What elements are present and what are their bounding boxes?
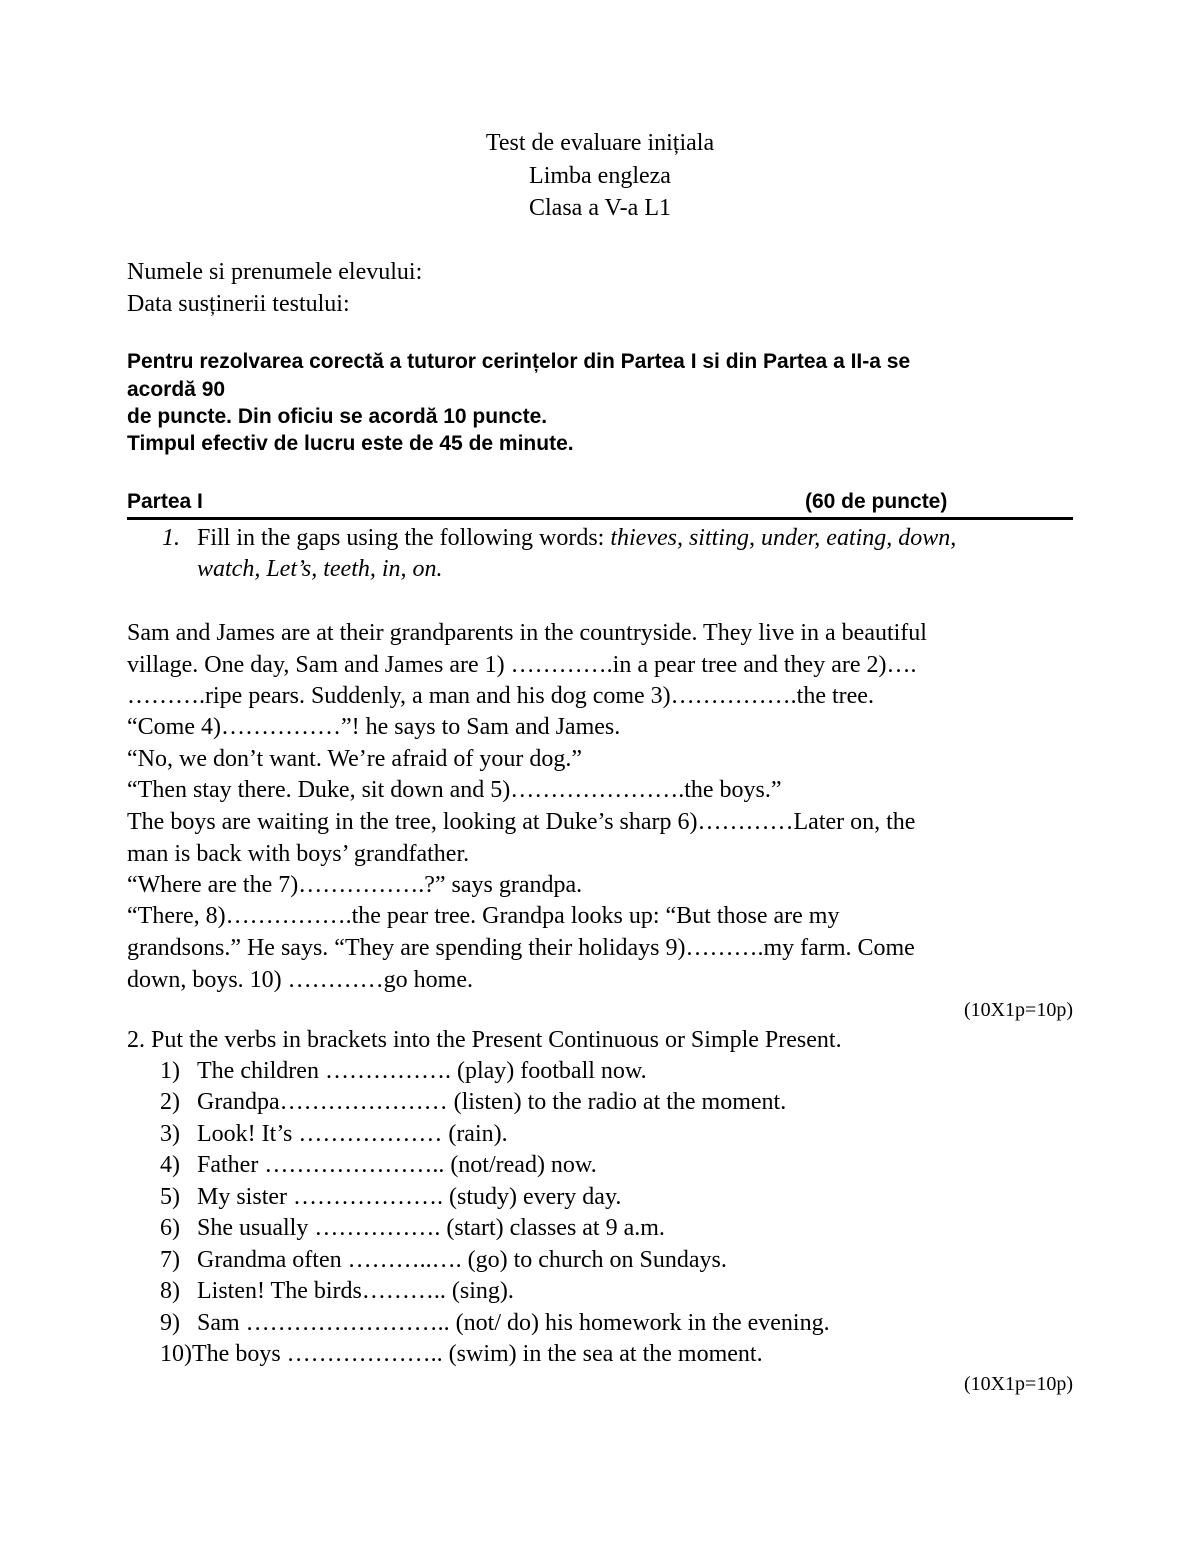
exercise2-item: 6) She usually ……………. (start) classes at 9 a.m. bbox=[160, 1215, 665, 1241]
exercise2-item: 7) Grandma often ………..…. (go) to church on Sundays. bbox=[160, 1247, 727, 1273]
subject-title: Limba engleza bbox=[529, 163, 671, 189]
exercise2-item: 1) The children ……………. (play) football now. bbox=[160, 1058, 647, 1084]
exercise1-words: thieves, sitting, under, eating, down, bbox=[610, 525, 957, 551]
exercise2-item: 9) Sam …………………….. (not/ do) his homework in the evening. bbox=[160, 1310, 830, 1336]
part1-divider bbox=[127, 517, 1073, 520]
exercise1-words-cont: watch, Let’s, teeth, in, on. bbox=[197, 556, 443, 582]
exercise2-score: (10X1p=10p) bbox=[963, 1373, 1073, 1395]
exercise1-text-line: grandsons.” He says. “They are spending their holidays 9)……….my farm. Come bbox=[127, 935, 915, 961]
exercise2-item: 2) Grandpa………………… (listen) to the radio at the moment. bbox=[160, 1089, 787, 1115]
instructions-line-4: Timpul efectiv de lucru este de 45 de minute. bbox=[127, 432, 574, 455]
exercise1-text-line: “Where are the 7)…………….?” says grandpa. bbox=[127, 872, 583, 898]
exercise2-item: 4) Father ………………….. (not/read) now. bbox=[160, 1152, 597, 1178]
instructions-line-2: acordă 90 bbox=[127, 378, 226, 401]
exercise1-number: 1. bbox=[162, 525, 180, 551]
part1-title: Partea I bbox=[127, 490, 203, 513]
exercise1-text-line: “No, we don’t want. We’re afraid of your dog.” bbox=[127, 746, 583, 772]
exercise1-text-line: man is back with boys’ grandfather. bbox=[127, 841, 470, 867]
exercise2-item: 8) Listen! The birds……….. (sing). bbox=[160, 1278, 514, 1304]
exercise2-item: 3) Look! It’s ……………… (rain). bbox=[160, 1121, 508, 1147]
exercise2-prompt: 2. Put the verbs in brackets into the Present Continuous or Simple Present. bbox=[127, 1027, 842, 1053]
student-name-label: Numele si prenumele elevului: bbox=[127, 259, 423, 285]
exercise1-text-line: “Then stay there. Duke, sit down and 5)………………….the boys.” bbox=[127, 777, 782, 803]
exercise1-prompt: Fill in the gaps using the following words: thieves, sitting, under, eating, down, bbox=[197, 525, 957, 551]
test-date-label: Data susținerii testului: bbox=[127, 291, 350, 317]
exercise1-text-line: ……….ripe pears. Suddenly, a man and his dog come 3)…………….the tree. bbox=[127, 683, 874, 709]
part1-points: (60 de puncte) bbox=[805, 490, 948, 513]
exercise1-text-line: “There, 8)…………….the pear tree. Grandpa looks up: “But those are my bbox=[127, 903, 840, 929]
instructions-line-3: de puncte. Din oficiu se acordă 10 puncte. bbox=[127, 405, 548, 428]
exercise1-text-line: village. One day, Sam and James are 1) ………….in a pear tree and they are 2)…. bbox=[127, 652, 917, 678]
exercise1-text-line: down, boys. 10) …………go home. bbox=[127, 967, 473, 993]
exercise1-score: (10X1p=10p) bbox=[963, 999, 1073, 1021]
exercise1-text-line: “Come 4)……………”! he says to Sam and James. bbox=[127, 714, 621, 740]
test-title: Test de evaluare inițiala bbox=[485, 130, 715, 156]
instructions-line-1: Pentru rezolvarea corectă a tuturor cerințelor din Partea I si din Partea a II-a se bbox=[127, 350, 911, 373]
exercise2-item: 5) My sister ………………. (study) every day. bbox=[160, 1184, 622, 1210]
exercise2-item: 10)The boys ……………….. (swim) in the sea at the moment. bbox=[160, 1341, 763, 1367]
exercise1-text-line: Sam and James are at their grandparents in the countryside. They live in a beautiful bbox=[127, 620, 927, 646]
grade-title: Clasa a V-a L1 bbox=[529, 195, 671, 221]
exercise1-text-line: The boys are waiting in the tree, looking at Duke’s sharp 6)…………Later on, the bbox=[127, 809, 916, 835]
